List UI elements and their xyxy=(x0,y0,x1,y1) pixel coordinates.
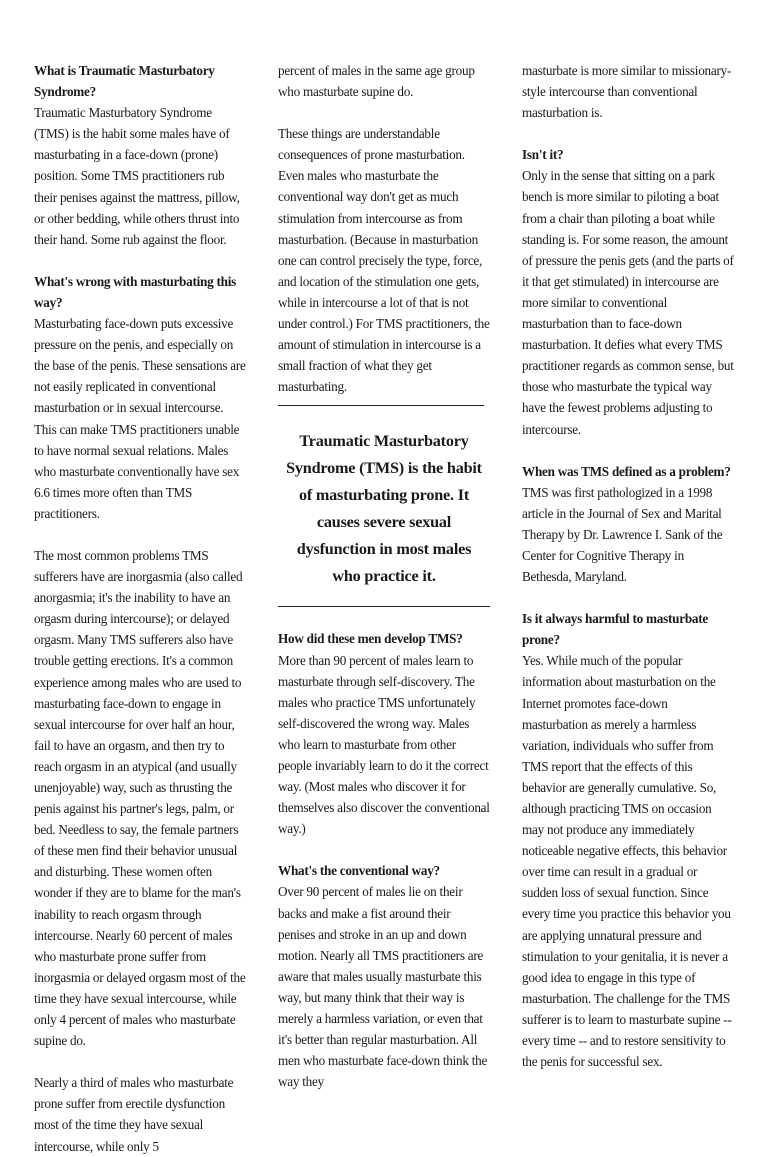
paragraph: TMS was first pathologized in a 1998 article in the Journal of Sex and Marital Therapy by Dr. Lawrence I. Sank of the Center for Cognitive Therapy in Bethesda, Maryland. xyxy=(522,484,723,585)
divider xyxy=(278,405,484,406)
column-1 xyxy=(34,60,246,1157)
pull-quote: Traumatic Masturbatory Syndrome (TMS) is the habit of masturbating prone. It causes severe sexual dysfunction in most males who practice it. xyxy=(286,432,482,586)
question-heading: Is it always harmful to masturbate prone? xyxy=(522,611,709,648)
question-heading: When was TMS defined as a problem? xyxy=(522,463,731,479)
question-heading: What's the conventional way? xyxy=(278,863,440,879)
paragraph: percent of males in the same age group who masturbate supine do. xyxy=(278,63,475,100)
paragraph: Traumatic Masturbatory Syndrome (TMS) is the habit some males have of masturbating in a face-down (prone) position. Some TMS practitioners rub their penises against the mattress, pillow, or other bedding, while others thrust into their hand. Some rub against the floor. xyxy=(34,105,240,247)
question-heading: How did these men develop TMS? xyxy=(278,631,463,647)
column-3 xyxy=(522,60,734,1072)
question-heading: What's wrong with masturbating this way? xyxy=(34,273,237,310)
paragraph: masturbate is more similar to missionary-style intercourse than conventional masturbation is. xyxy=(522,63,732,121)
paragraph: Nearly a third of males who masturbate prone suffer from erectile dysfunction most of the time they have sexual intercourse, while only 5 xyxy=(34,1075,234,1154)
paragraph: More than 90 percent of males learn to masturbate through self-discovery. The males who practice TMS unfortunately self-discovered the wrong way. Males who learn to masturbate from other people invariably learn to do it the correct way. (Most males who discover it for themselves also discover the conventional way.) xyxy=(278,652,490,837)
paragraph: The most common problems TMS sufferers have are inorgasmia (also called anorgasmia; it's the inability to have an orgasm during intercourse); or delayed orgasm. Many TMS sufferers also have trouble getting erections. It's a common experience among males who are used to masturbating face-down to engage in sexual intercourse for over half an hour, fail to have an orgasm, and then try to reach orgasm in an atypical (and usually unenjoyable) way, such as thrusting the penis against his partner's legs, palm, or bed. Needless to say, the female partners of these men find their behavior unusual and disturbing. These women often wonder if they are to blame for the man's inability to reach orgasm through intercourse. Nearly 60 percent of males who masturbate prone suffer from inorgasmia or delayed orgasm most of the time they have sexual intercourse, while only 4 percent of males who masturbate supine do. xyxy=(34,547,246,1049)
paragraph: Masturbating face-down puts excessive pressure on the penis, and especially on the base of the penis. These sensations are not easily replicated in conventional masturbation or in sexual intercourse. This can make TMS practitioners unable to have normal sexual relations. Males who masturbate conventionally have sex 6.6 times more often than TMS practitioners. xyxy=(34,316,246,521)
question-heading: What is Traumatic Masturbatory Syndrome? xyxy=(34,63,215,100)
paragraph: Only in the sense that sitting on a park bench is more similar to piloting a boat from a chair than piloting a boat while standing is. For some reason, the amount of pressure the penis gets (and the parts of it that get stimulated) in intercourse are more similar to conventional masturbation than to face-down masturbation. It defies what every TMS practitioner regards as common sense, but those who masturbate the typical way have the fewest problems adjusting to intercourse. xyxy=(522,168,734,437)
paragraph: These things are understandable consequences of prone masturbation. Even males who masturbate the conventional way don't get as much stimulation from intercourse as from masturbation. (Because in masturbation one can control precisely the type, force, and location of the stimulation one gets, while in intercourse a lot of that is not under control.) For TMS practitioners, the amount of stimulation in intercourse is a small fraction of what they get masturbating. xyxy=(278,126,490,395)
question-heading: Isn't it? xyxy=(522,147,564,163)
column-2 xyxy=(278,60,490,1092)
paragraph: Yes. While much of the popular information about masturbation on the Internet promotes face-down masturbation as merely a harmless variation, individuals who suffer from TMS report that the effects of this behavior are generally cumulative. So, although practicing TMS on occasion may not produce any immediately noticeable negative effects, this behavior over time can result in a gradual or sudden loss of sexual function. Since every time you practice this behavior you are applying unnatural pressure and stimulation to your genitalia, it is never a good idea to engage in this type of masturbation. The challenge for the TMS sufferer is to learn to masturbate supine -- every time -- and to restore sensitivity to the penis for successful sex. xyxy=(522,653,732,1070)
paragraph: Over 90 percent of males lie on their backs and make a fist around their penises and stroke in an up and down motion. Nearly all TMS practitioners are aware that males usually masturbate this way, but many think that their way is merely a harmless variation, or even that it's better than regular masturbation. All men who masturbate face-down think the way they xyxy=(278,884,488,1090)
